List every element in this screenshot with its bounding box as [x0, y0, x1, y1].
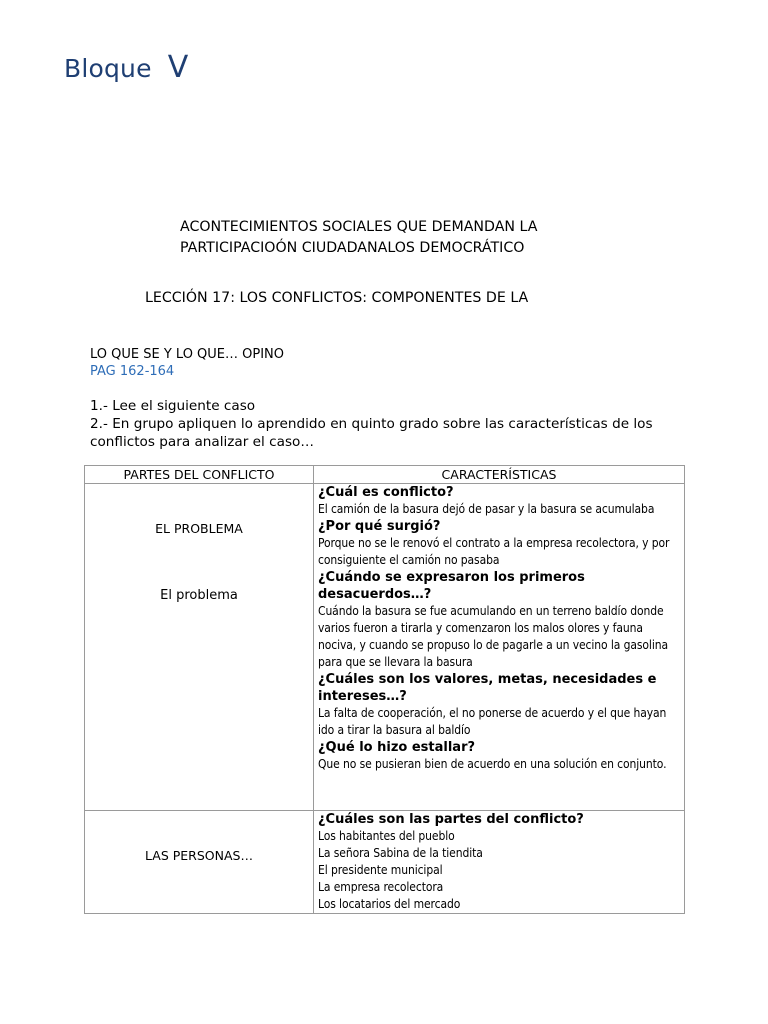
list-item: Los habitantes del pueblo [318, 829, 455, 843]
lesson-title: LECCIÓN 17: LOS CONFLICTOS: COMPONENTES DE LA [145, 290, 529, 306]
bloque-heading [64, 50, 188, 85]
title-line-1: ACONTECIMIENTOS SOCIALES QUE DEMANDAN LA [180, 219, 538, 235]
bloque-number: V [167, 50, 189, 85]
list-item: La empresa recolectora [318, 880, 444, 894]
answer: Que no se pusieran bien de acuerdo en una solución en conjunto. [318, 757, 667, 771]
characteristics-cell [314, 811, 685, 914]
question: ¿Cuándo se expresaron los primeros desacuerdos…? [318, 570, 585, 602]
question: ¿Cuáles son las partes del conflicto? [318, 812, 584, 827]
answer: Cuándo la basura se fue acumulando en un terreno baldío donde varios fueron a tirarla y comenzaron los malos olores y fauna nociva, y cuando se propuso lo de pagarle a un vecino la gasolina para que se llevara la basura [318, 604, 668, 669]
document-title [180, 217, 600, 259]
row-label-problema: EL PROBLEMA [155, 521, 243, 536]
table-row [85, 811, 685, 914]
table-row [85, 484, 685, 811]
bloque-label: Bloque [64, 54, 152, 83]
row-label-problema-sub: El problema [160, 588, 238, 603]
question: ¿Qué lo hizo estallar? [318, 740, 476, 755]
question: ¿Cuál es conflicto? [318, 485, 454, 500]
header-caracteristicas: CARACTERÍSTICAS [314, 466, 685, 484]
instruction-2: 2.- En grupo apliquen lo aprendido en quinto grado sobre las características de los conflictos para analizar el caso… [90, 416, 653, 450]
section-opino: LO QUE SE Y LO QUE… OPINO [90, 347, 285, 362]
title-line-2: PARTICIPACIOÓN CIUDADANALOS DEMOCRÁTICO [180, 240, 525, 256]
question: ¿Por qué surgió? [318, 519, 441, 534]
answer: La falta de cooperación, el no ponerse de acuerdo y el que hayan ido a tirar la basura al baldío [318, 706, 667, 737]
answer: Porque no se le renovó el contrato a la empresa recolectora, y por consiguiente el camión no pasaba [318, 536, 670, 567]
instruction-1: 1.- Lee el siguiente caso [90, 398, 256, 414]
list-item: Los locatarios del mercado [318, 897, 461, 911]
answer: El camión de la basura dejó de pasar y la basura se acumulaba [318, 502, 655, 516]
table-header-row [85, 466, 685, 484]
list-item: El presidente municipal [318, 863, 443, 877]
characteristics-cell [314, 484, 685, 811]
instructions [90, 397, 680, 451]
row-label-personas: LAS PERSONAS… [145, 848, 253, 863]
page-reference: PAG 162-164 [90, 364, 175, 379]
row-label-cell [85, 811, 314, 914]
row-label-cell [85, 484, 314, 811]
list-item: La señora Sabina de la tiendita [318, 846, 483, 860]
header-partes: PARTES DEL CONFLICTO [85, 466, 314, 484]
question: ¿Cuáles son los valores, metas, necesidades e intereses…? [318, 672, 657, 704]
conflict-table [84, 465, 685, 914]
